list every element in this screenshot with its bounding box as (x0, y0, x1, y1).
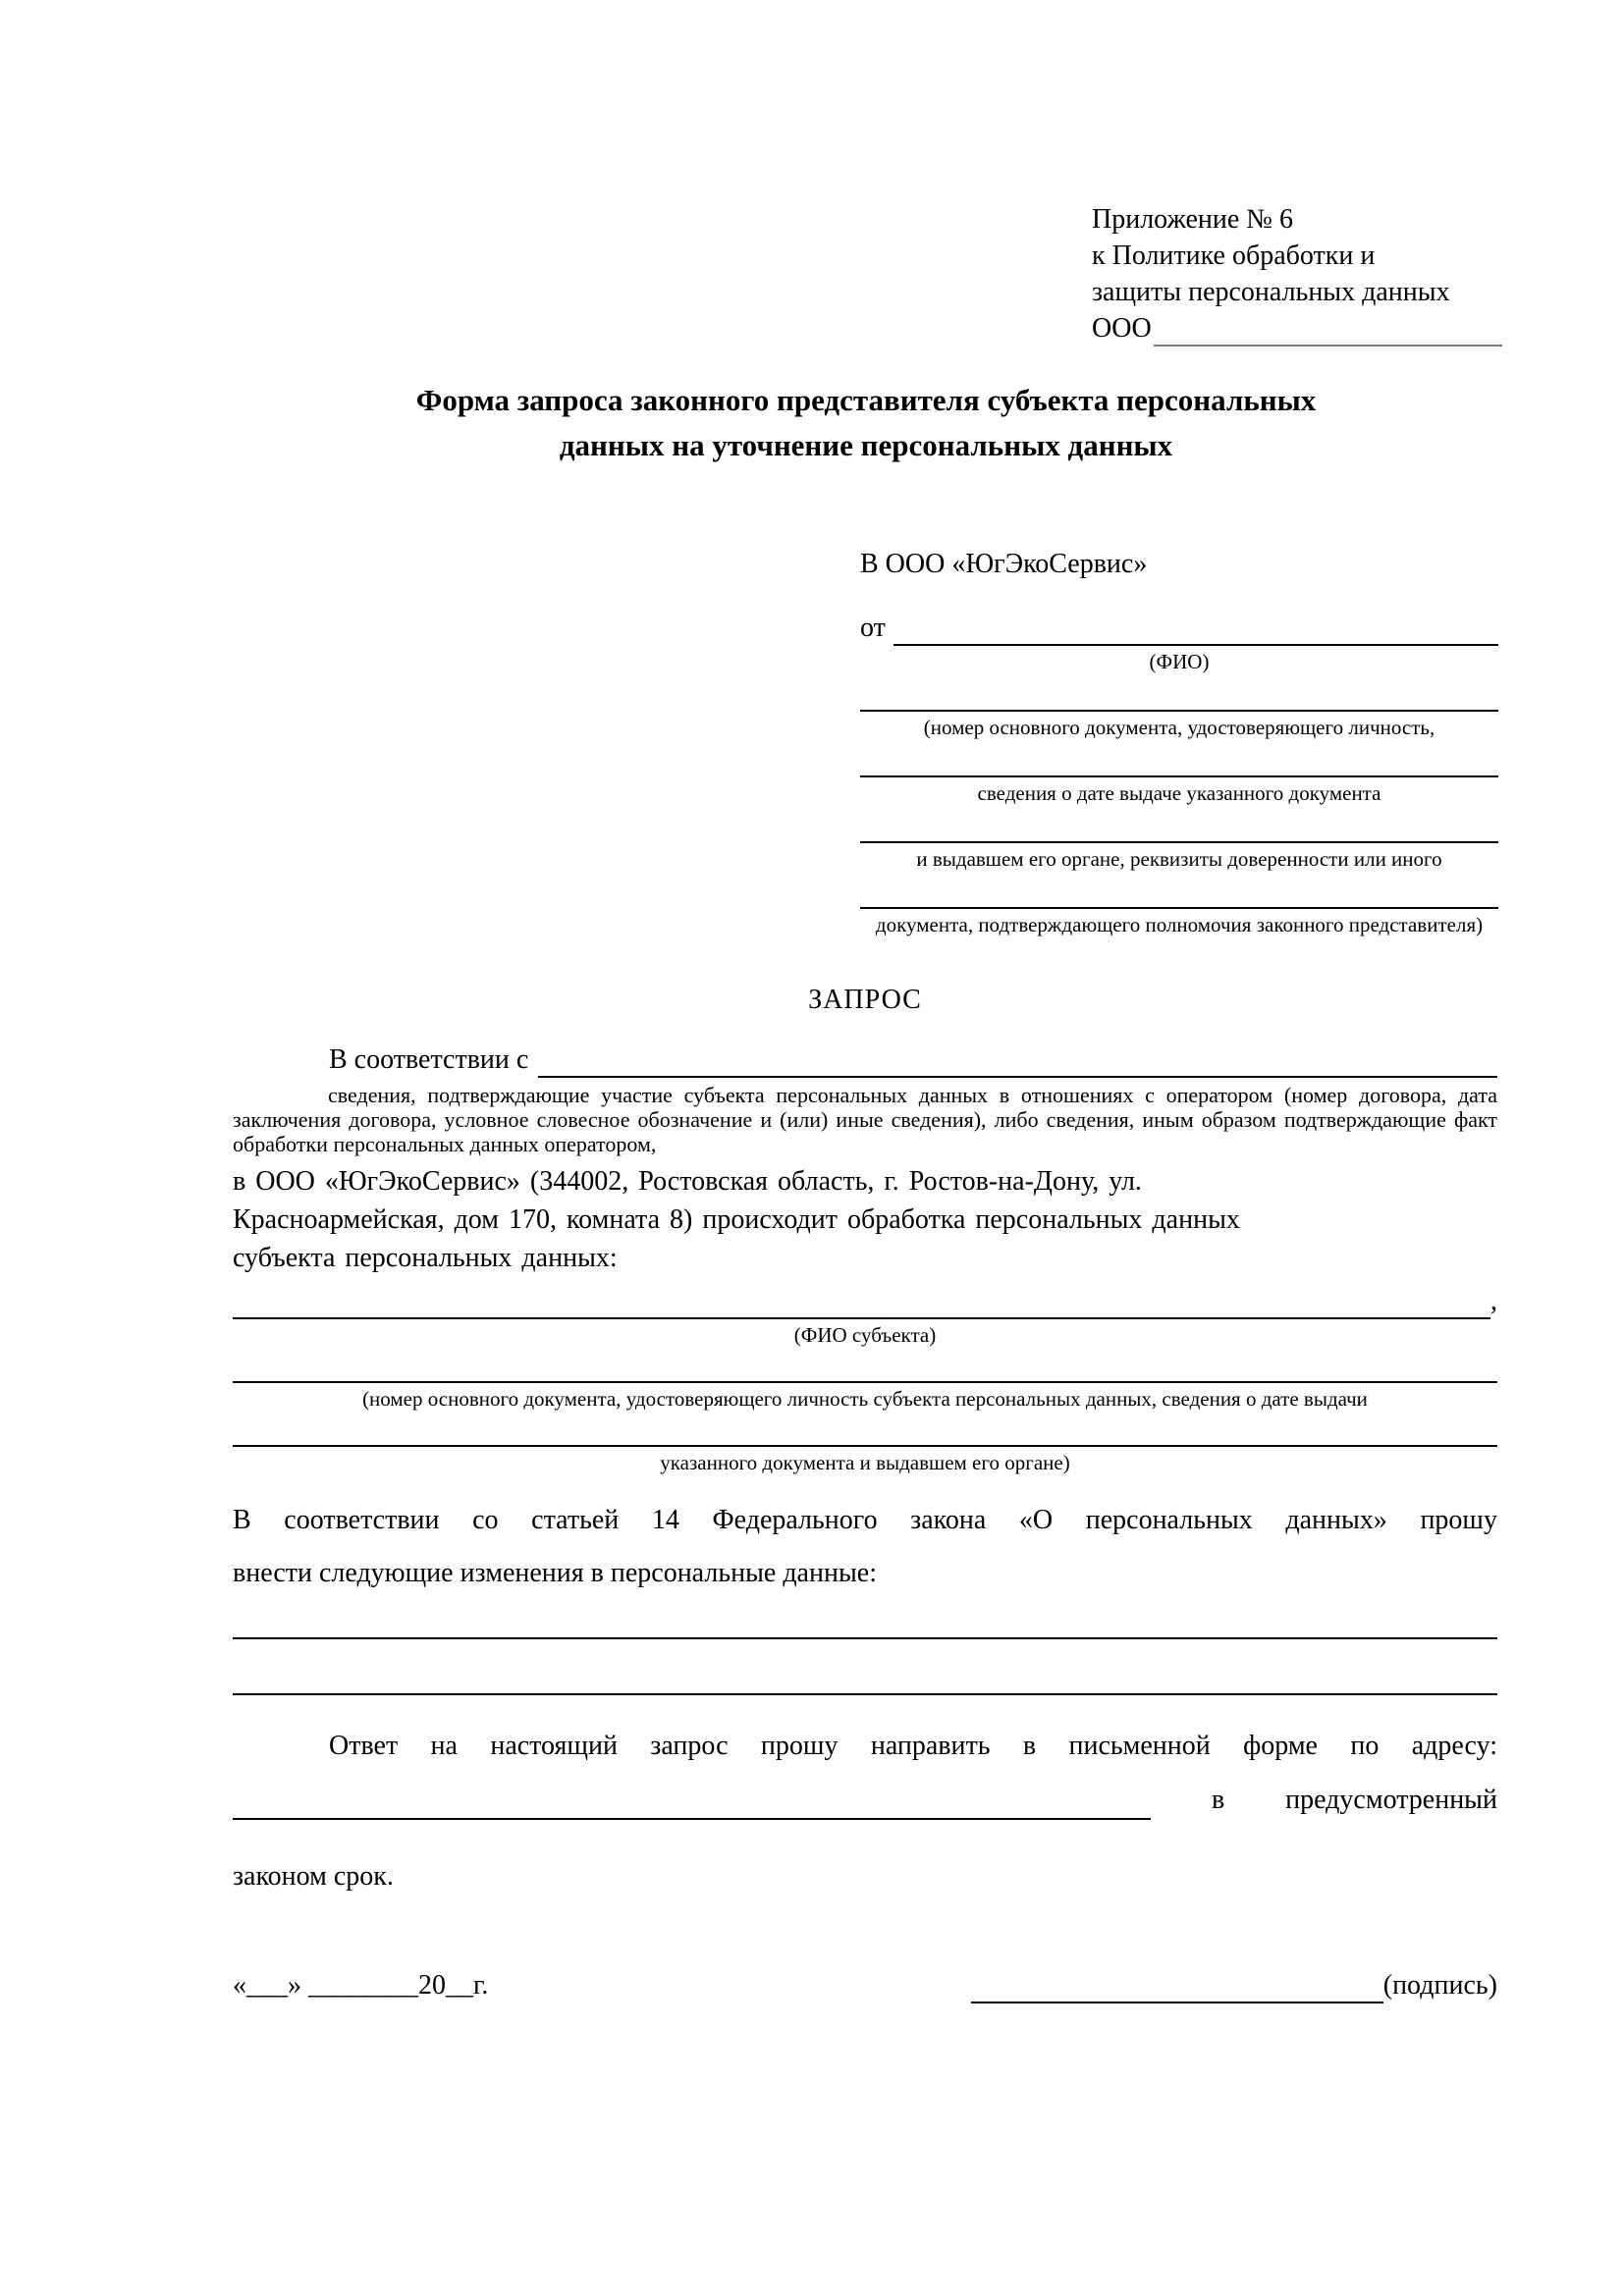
basis-label: В соответствии с (329, 1044, 529, 1075)
document-title-line-1: Форма запроса законного представителя субъекта персональных (415, 383, 1317, 417)
from-row (860, 610, 1498, 646)
reply-address-blank-line (233, 1792, 1151, 1820)
subject-doc-caption-2: указанного документа и выдавшем его органе) (660, 1451, 1070, 1474)
representative-doc-blank-line-4 (860, 881, 1498, 909)
representative-doc-blank-line-3 (860, 816, 1498, 843)
appendix-line-3: защиты персональных данных (1092, 277, 1450, 307)
law-paragraph-line-2: внести следующие изменения в персональные данные: (233, 1558, 877, 1588)
reply-word-predusmotrenny: предусмотренный (1285, 1785, 1497, 1815)
representative-doc-blank-line-2 (860, 750, 1498, 777)
fio-blank-line (893, 614, 1498, 646)
changes-blank-line-1 (233, 1612, 1497, 1639)
request-heading: ЗАПРОС (808, 985, 922, 1015)
changes-blank-line-2 (233, 1668, 1497, 1695)
operator-paragraph-line-2: Красноармейская, дом 170, комната 8) происходит обработка персональных данных (233, 1204, 1240, 1235)
operator-paragraph-line-1: в ООО «ЮгЭкоСервис» (344002, Ростовская область, г. Ростов-на-Дону, ул. (233, 1166, 1142, 1197)
from-label: от (860, 613, 886, 643)
appendix-company-row (1092, 310, 1502, 347)
subject-fio-row (233, 1283, 1497, 1319)
subject-doc-blank-line-2 (233, 1419, 1497, 1447)
basis-footnote: сведения, подтверждающие участие субъекта персональных данных в отношениях с оператором (номер договора, дата заключения договора, условное словесное обозначение и (или) иные сведения), либо сведения, иным образом подтверждающие факт обработки персональных данных оператором, (233, 1083, 1497, 1156)
subject-doc-blank-line-1 (233, 1356, 1497, 1383)
document-title (233, 378, 1499, 468)
addressee-block (860, 546, 1498, 937)
subject-fio-comma: , (1490, 1286, 1497, 1316)
appendix-line-1: Приложение № 6 (1092, 204, 1293, 235)
representative-doc-blank-line-1 (860, 684, 1498, 712)
operator-paragraph (233, 1162, 1497, 1277)
reply-paragraph-line-3: законом срок. (233, 1861, 394, 1892)
date-signature-row (233, 1967, 1497, 2003)
representative-doc-caption-4: документа, подтверждающего полномочия законного представителя) (875, 913, 1484, 936)
law-paragraph-line-1: В соответствии со статьей 14 Федерального закона «О персональных данных» прошу (233, 1505, 1497, 1535)
addressee-to: В ООО «ЮгЭкоСервис» (860, 549, 1148, 579)
signature-caption: (подпись) (1382, 1970, 1497, 2001)
appendix-line-2: к Политике обработки и (1092, 240, 1376, 271)
subject-fio-caption: (ФИО субъекта) (793, 1323, 937, 1347)
reply-address-row (233, 1781, 1497, 1820)
representative-doc-caption-1: (номер основного документа, удостоверяющего личность, (923, 716, 1435, 739)
representative-doc-caption-2: сведения о дате выдаче указанного документа (977, 781, 1381, 805)
representative-doc-caption-3: и выдавшем его органе, реквизиты доверенности или иного (916, 847, 1442, 871)
reply-word-v: в (1211, 1785, 1225, 1815)
document-title-line-2: данных на уточнение персональных данных (559, 428, 1173, 462)
basis-blank-line (538, 1046, 1497, 1078)
company-blank-line (1154, 317, 1502, 347)
signature-blank-line (971, 1976, 1383, 2003)
basis-row (233, 1041, 1497, 1078)
signature-group (971, 1967, 1497, 2003)
request-body (233, 982, 1497, 2003)
fio-caption: (ФИО) (1149, 650, 1210, 673)
reply-paragraph-line-1: Ответ на настоящий запрос прошу направить в письменной форме по адресу: (329, 1731, 1497, 1761)
subject-doc-caption-1: (номер основного документа, удостоверяющего личность субъекта персональных данных, сведения о дате выдачи (362, 1387, 1368, 1411)
date-line: «___» ________20__г. (233, 1970, 489, 2001)
operator-paragraph-line-3: субъекта персональных данных: (233, 1243, 618, 1273)
appendix-block (1092, 201, 1502, 347)
company-prefix: ООО (1092, 313, 1152, 344)
subject-fio-blank-line (233, 1296, 1490, 1319)
